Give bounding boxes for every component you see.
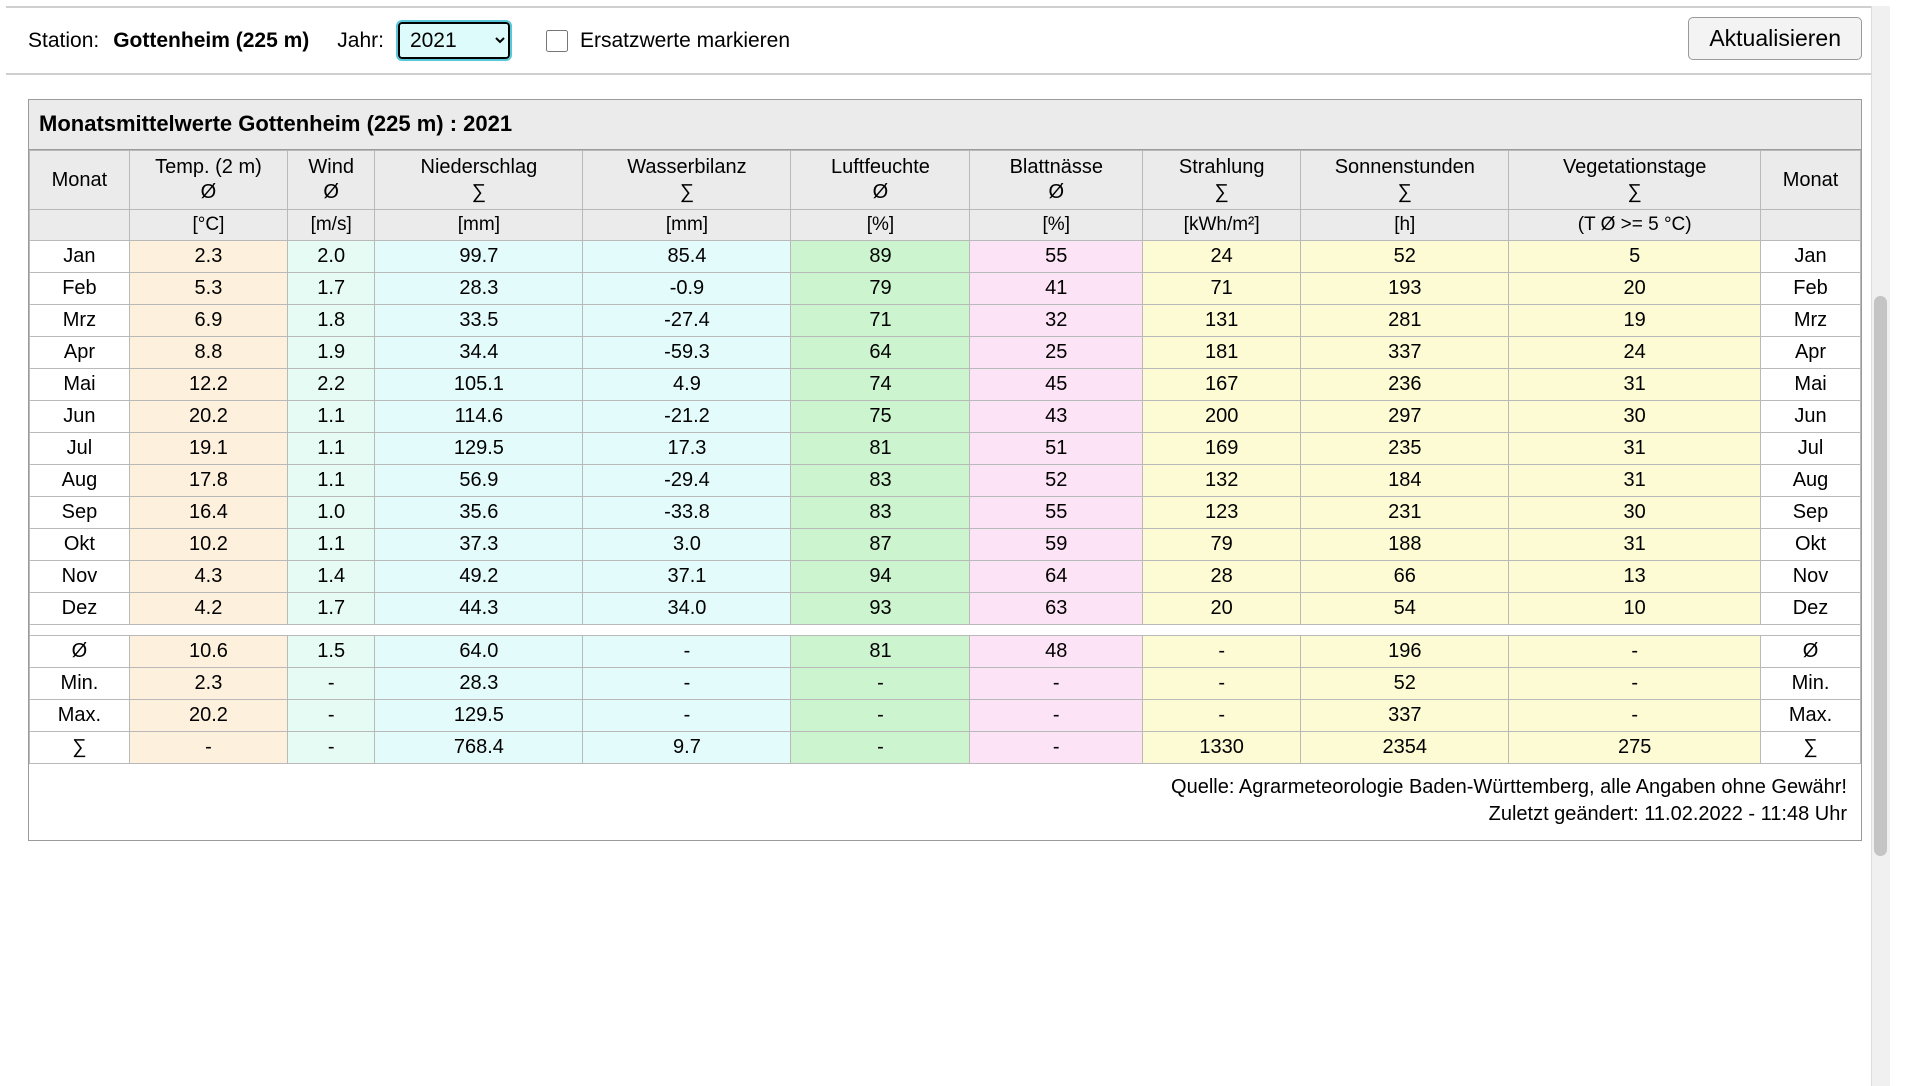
data-cell: 85.4 bbox=[583, 240, 791, 272]
data-cell: 59 bbox=[970, 528, 1143, 560]
data-cell: - bbox=[970, 731, 1143, 763]
data-cell: 99.7 bbox=[375, 240, 583, 272]
data-cell: 32 bbox=[970, 304, 1143, 336]
data-cell: 16.4 bbox=[129, 496, 287, 528]
data-cell: 188 bbox=[1301, 528, 1509, 560]
data-cell: 3.0 bbox=[583, 528, 791, 560]
data-cell: 52 bbox=[1301, 240, 1509, 272]
unit-blattnaesse: [%] bbox=[970, 210, 1143, 241]
table-row bbox=[30, 336, 1861, 368]
data-cell: 297 bbox=[1301, 400, 1509, 432]
data-cell: - bbox=[970, 699, 1143, 731]
data-cell: 105.1 bbox=[375, 368, 583, 400]
data-cell: 5.3 bbox=[129, 272, 287, 304]
data-cell: 275 bbox=[1509, 731, 1761, 763]
row-label-cell: Aug bbox=[1761, 464, 1861, 496]
row-label-cell: Min. bbox=[1761, 667, 1861, 699]
row-label-cell: Nov bbox=[1761, 560, 1861, 592]
data-cell: 28 bbox=[1143, 560, 1301, 592]
data-cell: 31 bbox=[1509, 464, 1761, 496]
data-cell: 1.5 bbox=[287, 635, 374, 667]
table-head bbox=[30, 151, 1861, 241]
replacement-values-checkbox-group[interactable] bbox=[546, 29, 790, 53]
year-label: Jahr: bbox=[337, 28, 384, 52]
col-header-temp: Temp. (2 m) Ø bbox=[129, 151, 287, 210]
data-cell: 30 bbox=[1509, 496, 1761, 528]
unit-strahlung: [kWh/m²] bbox=[1143, 210, 1301, 241]
data-cell: 9.7 bbox=[583, 731, 791, 763]
data-cell: 768.4 bbox=[375, 731, 583, 763]
table-row bbox=[30, 272, 1861, 304]
row-label-cell: Max. bbox=[30, 699, 130, 731]
data-cell: 66 bbox=[1301, 560, 1509, 592]
data-cell: 2.0 bbox=[287, 240, 374, 272]
data-cell: - bbox=[129, 731, 287, 763]
unit-niederschlag: [mm] bbox=[375, 210, 583, 241]
row-label-cell: Ø bbox=[1761, 635, 1861, 667]
row-label-cell: Sep bbox=[1761, 496, 1861, 528]
unit-monat-right bbox=[1761, 210, 1861, 241]
row-label-cell: Jun bbox=[30, 400, 130, 432]
row-label-cell: Apr bbox=[1761, 336, 1861, 368]
row-label-cell: Feb bbox=[1761, 272, 1861, 304]
table-row bbox=[30, 592, 1861, 624]
data-cell: 34.0 bbox=[583, 592, 791, 624]
station-value: Gottenheim (225 m) bbox=[113, 28, 310, 52]
data-cell: 24 bbox=[1509, 336, 1761, 368]
data-cell: - bbox=[287, 667, 374, 699]
row-label-cell: Mrz bbox=[30, 304, 130, 336]
data-cell: - bbox=[287, 699, 374, 731]
data-cell: 1.1 bbox=[287, 432, 374, 464]
data-cell: 337 bbox=[1301, 699, 1509, 731]
data-cell: 5 bbox=[1509, 240, 1761, 272]
row-label-cell: ∑ bbox=[1761, 731, 1861, 763]
data-cell: 79 bbox=[791, 272, 970, 304]
col-header-strahlung: Strahlung ∑ bbox=[1143, 151, 1301, 210]
filter-toolbar bbox=[0, 8, 1890, 73]
data-cell: 184 bbox=[1301, 464, 1509, 496]
data-cell: 93 bbox=[791, 592, 970, 624]
unit-temp: [°C] bbox=[129, 210, 287, 241]
year-select[interactable] bbox=[398, 22, 510, 59]
data-cell: -21.2 bbox=[583, 400, 791, 432]
data-cell: - bbox=[1143, 699, 1301, 731]
data-cell: 52 bbox=[970, 464, 1143, 496]
col-header-niederschlag: Niederschlag ∑ bbox=[375, 151, 583, 210]
data-cell: 71 bbox=[1143, 272, 1301, 304]
data-cell: 2.3 bbox=[129, 240, 287, 272]
row-label-cell: Okt bbox=[30, 528, 130, 560]
replacement-values-label: Ersatzwerte markieren bbox=[579, 28, 791, 52]
col-header-monat: Monat bbox=[30, 151, 130, 210]
data-cell: 64.0 bbox=[375, 635, 583, 667]
row-label-cell: Feb bbox=[30, 272, 130, 304]
unit-monat bbox=[30, 210, 130, 241]
data-cell: - bbox=[791, 731, 970, 763]
data-cell: 2.3 bbox=[129, 667, 287, 699]
data-cell: 281 bbox=[1301, 304, 1509, 336]
data-cell: 1.1 bbox=[287, 464, 374, 496]
row-label-cell: Mai bbox=[30, 368, 130, 400]
data-cell: 37.1 bbox=[583, 560, 791, 592]
col-header-luftfeuchte: Luftfeuchte Ø bbox=[791, 151, 970, 210]
data-cell: 8.8 bbox=[129, 336, 287, 368]
col-header-vegetationstage: Vegetationstage ∑ bbox=[1509, 151, 1761, 210]
data-cell: 337 bbox=[1301, 336, 1509, 368]
table-header-row bbox=[30, 151, 1861, 210]
unit-wind: [m/s] bbox=[287, 210, 374, 241]
data-cell: 20 bbox=[1509, 272, 1761, 304]
summary-row bbox=[30, 699, 1861, 731]
summary-row bbox=[30, 667, 1861, 699]
data-cell: 169 bbox=[1143, 432, 1301, 464]
data-cell: 41 bbox=[970, 272, 1143, 304]
data-cell: 71 bbox=[791, 304, 970, 336]
data-cell: - bbox=[1509, 635, 1761, 667]
row-label-cell: Jul bbox=[30, 432, 130, 464]
data-cell: - bbox=[583, 667, 791, 699]
data-cell: 30 bbox=[1509, 400, 1761, 432]
data-cell: -0.9 bbox=[583, 272, 791, 304]
row-label-cell: Aug bbox=[30, 464, 130, 496]
data-cell: 114.6 bbox=[375, 400, 583, 432]
col-header-monat-right: Monat bbox=[1761, 151, 1861, 210]
col-header-wind: Wind Ø bbox=[287, 151, 374, 210]
table-units-row bbox=[30, 210, 1861, 241]
data-cell: 55 bbox=[970, 240, 1143, 272]
data-cell: 10.2 bbox=[129, 528, 287, 560]
data-cell: - bbox=[1509, 667, 1761, 699]
data-cell: 132 bbox=[1143, 464, 1301, 496]
data-cell: 83 bbox=[791, 464, 970, 496]
row-label-cell: ∑ bbox=[30, 731, 130, 763]
data-cell: 10.6 bbox=[129, 635, 287, 667]
data-cell: - bbox=[791, 699, 970, 731]
data-cell: 196 bbox=[1301, 635, 1509, 667]
data-cell: - bbox=[287, 731, 374, 763]
summary-row bbox=[30, 635, 1861, 667]
data-cell: 63 bbox=[970, 592, 1143, 624]
data-cell: 34.4 bbox=[375, 336, 583, 368]
data-cell: 2.2 bbox=[287, 368, 374, 400]
row-label-cell: Nov bbox=[30, 560, 130, 592]
data-cell: 129.5 bbox=[375, 432, 583, 464]
row-label-cell: Min. bbox=[30, 667, 130, 699]
footer-source: Quelle: Agrarmeteorologie Baden-Württemberg, alle Angaben ohne Gewähr! bbox=[1171, 775, 1847, 798]
col-header-sonnenstunden: Sonnenstunden ∑ bbox=[1301, 151, 1509, 210]
col-header-blattnaesse: Blattnässe Ø bbox=[970, 151, 1143, 210]
data-cell: - bbox=[1143, 667, 1301, 699]
data-cell: 81 bbox=[791, 635, 970, 667]
col-header-wasserbilanz: Wasserbilanz ∑ bbox=[583, 151, 791, 210]
summary-row bbox=[30, 731, 1861, 763]
data-cell: 200 bbox=[1143, 400, 1301, 432]
table-row bbox=[30, 432, 1861, 464]
data-cell: 55 bbox=[970, 496, 1143, 528]
data-cell: 193 bbox=[1301, 272, 1509, 304]
data-cell: 236 bbox=[1301, 368, 1509, 400]
data-cell: -27.4 bbox=[583, 304, 791, 336]
data-cell: 17.8 bbox=[129, 464, 287, 496]
data-cell: 1.7 bbox=[287, 272, 374, 304]
data-cell: 1.4 bbox=[287, 560, 374, 592]
row-label-cell: Okt bbox=[1761, 528, 1861, 560]
data-cell: - bbox=[791, 667, 970, 699]
scrollbar-thumb[interactable] bbox=[1874, 296, 1887, 856]
data-cell: 13 bbox=[1509, 560, 1761, 592]
data-cell: -33.8 bbox=[583, 496, 791, 528]
row-label-cell: Jan bbox=[1761, 240, 1861, 272]
data-cell: 81 bbox=[791, 432, 970, 464]
station-label: Station: bbox=[28, 28, 100, 52]
data-cell: 1.8 bbox=[287, 304, 374, 336]
row-label-cell: Dez bbox=[30, 592, 130, 624]
table-row bbox=[30, 400, 1861, 432]
data-cell: - bbox=[1143, 635, 1301, 667]
card-title: Monatsmittelwerte Gottenheim (225 m) : 2021 bbox=[29, 100, 1861, 150]
table-row bbox=[30, 560, 1861, 592]
page-scrollbar[interactable] bbox=[1871, 6, 1890, 1086]
data-cell: 28.3 bbox=[375, 667, 583, 699]
data-cell: 52 bbox=[1301, 667, 1509, 699]
data-cell: 43 bbox=[970, 400, 1143, 432]
data-cell: 51 bbox=[970, 432, 1143, 464]
data-cell: 56.9 bbox=[375, 464, 583, 496]
data-cell: 20 bbox=[1143, 592, 1301, 624]
data-cell: 17.3 bbox=[583, 432, 791, 464]
row-label-cell: Jul bbox=[1761, 432, 1861, 464]
data-cell: - bbox=[583, 699, 791, 731]
data-cell: 129.5 bbox=[375, 699, 583, 731]
data-cell: 4.2 bbox=[129, 592, 287, 624]
row-label-cell: Dez bbox=[1761, 592, 1861, 624]
data-cell: 44.3 bbox=[375, 592, 583, 624]
row-label-cell: Ø bbox=[30, 635, 130, 667]
data-cell: 1.1 bbox=[287, 528, 374, 560]
data-cell: 12.2 bbox=[129, 368, 287, 400]
data-cell: 1.1 bbox=[287, 400, 374, 432]
data-cell: 35.6 bbox=[375, 496, 583, 528]
data-cell: 1.0 bbox=[287, 496, 374, 528]
data-cell: 131 bbox=[1143, 304, 1301, 336]
row-label-cell: Max. bbox=[1761, 699, 1861, 731]
unit-luftfeuchte: [%] bbox=[791, 210, 970, 241]
data-cell: -59.3 bbox=[583, 336, 791, 368]
update-button[interactable]: Aktualisieren bbox=[1688, 17, 1862, 60]
data-cell: 24 bbox=[1143, 240, 1301, 272]
table-row bbox=[30, 496, 1861, 528]
data-cell: 2354 bbox=[1301, 731, 1509, 763]
page-root bbox=[0, 6, 1890, 841]
toolbar-divider bbox=[6, 73, 1884, 75]
data-cell: 54 bbox=[1301, 592, 1509, 624]
table-body bbox=[30, 240, 1861, 763]
data-cell: 75 bbox=[791, 400, 970, 432]
row-label-cell: Mrz bbox=[1761, 304, 1861, 336]
data-cell: 181 bbox=[1143, 336, 1301, 368]
footer-updated: Zuletzt geändert: 11.02.2022 - 11:48 Uhr bbox=[1488, 802, 1847, 825]
unit-wasserbilanz: [mm] bbox=[583, 210, 791, 241]
data-cell: 4.3 bbox=[129, 560, 287, 592]
row-label-cell: Sep bbox=[30, 496, 130, 528]
data-cell: -29.4 bbox=[583, 464, 791, 496]
row-label-cell: Mai bbox=[1761, 368, 1861, 400]
data-cell: 167 bbox=[1143, 368, 1301, 400]
data-cell: 31 bbox=[1509, 368, 1761, 400]
data-cell: 20.2 bbox=[129, 400, 287, 432]
table-footer bbox=[29, 764, 1861, 840]
table-row bbox=[30, 304, 1861, 336]
replacement-values-checkbox[interactable] bbox=[546, 30, 568, 52]
data-cell: 45 bbox=[970, 368, 1143, 400]
data-cell: 33.5 bbox=[375, 304, 583, 336]
table-row bbox=[30, 464, 1861, 496]
data-cell: 79 bbox=[1143, 528, 1301, 560]
row-label-cell: Apr bbox=[30, 336, 130, 368]
monthly-averages-card bbox=[28, 99, 1862, 841]
data-cell: 64 bbox=[791, 336, 970, 368]
data-cell: 1.7 bbox=[287, 592, 374, 624]
data-cell: 235 bbox=[1301, 432, 1509, 464]
unit-sonnenstunden: [h] bbox=[1301, 210, 1509, 241]
data-cell: 6.9 bbox=[129, 304, 287, 336]
data-cell: 87 bbox=[791, 528, 970, 560]
data-cell: 74 bbox=[791, 368, 970, 400]
data-cell: 31 bbox=[1509, 432, 1761, 464]
table-row bbox=[30, 528, 1861, 560]
data-cell: 83 bbox=[791, 496, 970, 528]
data-cell: 28.3 bbox=[375, 272, 583, 304]
spacer-cell bbox=[30, 624, 1861, 635]
table-spacer-row bbox=[30, 624, 1861, 635]
monthly-averages-table bbox=[29, 150, 1861, 764]
unit-vegetationstage: (T Ø >= 5 °C) bbox=[1509, 210, 1761, 241]
data-cell: 94 bbox=[791, 560, 970, 592]
data-cell: 31 bbox=[1509, 528, 1761, 560]
table-row bbox=[30, 240, 1861, 272]
data-cell: 37.3 bbox=[375, 528, 583, 560]
data-cell: 25 bbox=[970, 336, 1143, 368]
row-label-cell: Jun bbox=[1761, 400, 1861, 432]
data-cell: 89 bbox=[791, 240, 970, 272]
data-cell: 49.2 bbox=[375, 560, 583, 592]
data-cell: - bbox=[583, 635, 791, 667]
data-cell: 231 bbox=[1301, 496, 1509, 528]
data-cell: - bbox=[970, 667, 1143, 699]
data-cell: 64 bbox=[970, 560, 1143, 592]
table-row bbox=[30, 368, 1861, 400]
data-cell: 19.1 bbox=[129, 432, 287, 464]
data-cell: 4.9 bbox=[583, 368, 791, 400]
row-label-cell: Jan bbox=[30, 240, 130, 272]
data-cell: - bbox=[1509, 699, 1761, 731]
data-cell: 48 bbox=[970, 635, 1143, 667]
data-cell: 10 bbox=[1509, 592, 1761, 624]
data-cell: 1.9 bbox=[287, 336, 374, 368]
data-cell: 20.2 bbox=[129, 699, 287, 731]
data-cell: 123 bbox=[1143, 496, 1301, 528]
data-cell: 19 bbox=[1509, 304, 1761, 336]
data-cell: 1330 bbox=[1143, 731, 1301, 763]
